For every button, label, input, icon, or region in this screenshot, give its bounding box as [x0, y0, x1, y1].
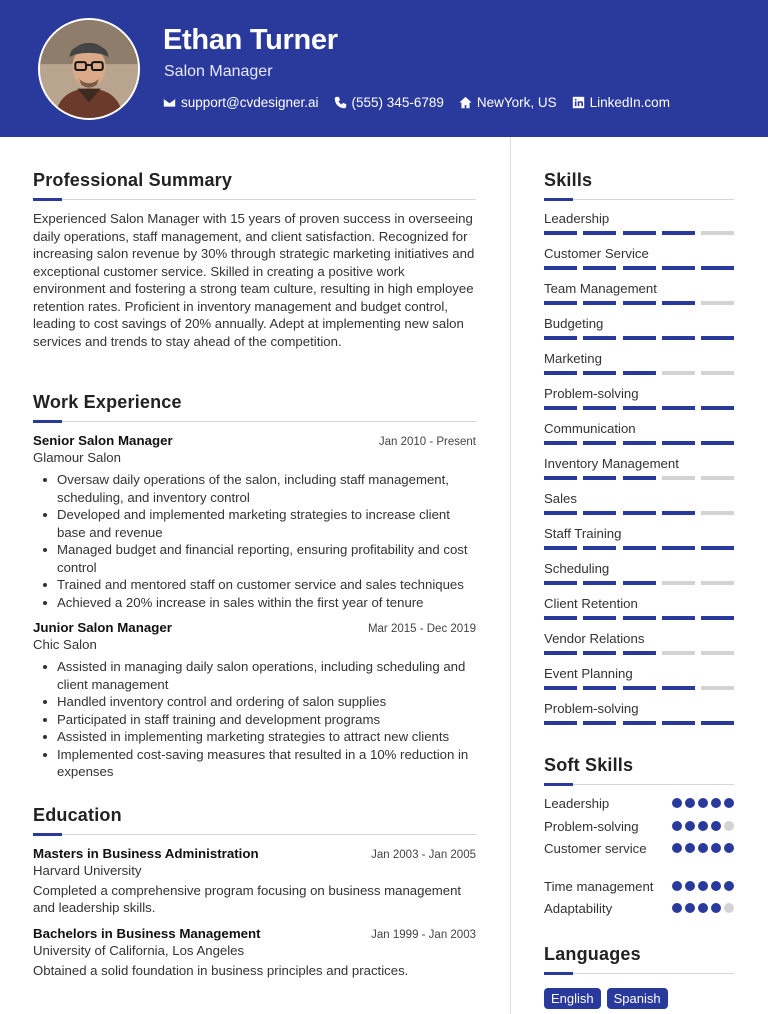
- section-divider: [544, 784, 734, 785]
- skill-item: [544, 246, 734, 270]
- skill-level-segment: [623, 651, 656, 655]
- job-company: Glamour Salon: [33, 450, 121, 465]
- skill-level-segment: [583, 476, 616, 480]
- skill-item: [544, 281, 734, 305]
- side-column: [544, 170, 734, 1009]
- job-title: Junior Salon Manager: [33, 620, 172, 635]
- soft-skill-rating: [669, 843, 734, 853]
- skill-level-segment: [701, 721, 734, 725]
- home-icon: [459, 96, 472, 109]
- skill-level-segment: [583, 371, 616, 375]
- skill-level-segment: [662, 476, 695, 480]
- section-divider: [33, 199, 476, 200]
- skill-level-segment: [544, 721, 577, 725]
- summary-title: Professional Summary: [33, 170, 233, 190]
- education-desc: Obtained a solid foundation in business principles and practices.: [33, 962, 409, 978]
- skill-item: [544, 596, 734, 620]
- skill-item: [544, 351, 734, 375]
- job-date: Jan 2010 - Present: [378, 436, 476, 448]
- job-bullets: [33, 658, 476, 781]
- languages-section: [544, 944, 734, 1009]
- skill-level-segment: [701, 581, 734, 585]
- skill-level-segment: [623, 231, 656, 235]
- rating-dot: [672, 881, 682, 891]
- skill-level-segment: [583, 336, 616, 340]
- contact-linkedin-text: LinkedIn.com: [589, 95, 670, 110]
- skill-level-segment: [662, 266, 695, 270]
- education-entry: [33, 846, 476, 917]
- skill-level-bar: [544, 441, 734, 445]
- contact-list: [163, 95, 685, 110]
- degree-title: Masters in Business Administration: [33, 845, 259, 861]
- list-item: Implemented cost-saving measures that resulted in a 10% reduction in expenses: [43, 746, 476, 781]
- skill-level-segment: [544, 581, 577, 585]
- soft-skill-item: [544, 878, 734, 896]
- skill-level-segment: [544, 301, 577, 305]
- skill-level-segment: [544, 371, 577, 375]
- skill-item: [544, 526, 734, 550]
- summary-text: Experienced Salon Manager with 15 years of proven success in overseeing daily operations, staff management, and client satisfaction. Recognized for increasing salon revenue by 30% through strategic marketing initiatives and exceptional customer service. Skilled in creating a positive work environment and fostering a strong team culture, resulting in high employee retention rates. Proficient in inventory management and budget control, leading to cost savings of 20% annually. Adept at implementing new salon services and trends to stay ahead of the competition.: [33, 211, 475, 349]
- skill-name: Problem-solving: [544, 701, 639, 716]
- phone-icon: [334, 96, 347, 109]
- skill-level-segment: [623, 301, 656, 305]
- skill-name: Budgeting: [544, 316, 604, 331]
- skill-level-segment: [662, 686, 695, 690]
- skill-level-segment: [583, 686, 616, 690]
- skill-level-segment: [583, 616, 616, 620]
- skills-section: [544, 170, 734, 725]
- skill-item: [544, 701, 734, 725]
- soft-skill-item: [544, 900, 734, 918]
- soft-skills-title: Soft Skills: [544, 755, 634, 775]
- soft-skill-item: [544, 840, 734, 858]
- skill-level-segment: [623, 406, 656, 410]
- rating-dot: [698, 798, 708, 808]
- skill-level-segment: [662, 336, 695, 340]
- skill-level-segment: [544, 511, 577, 515]
- skill-item: [544, 316, 734, 340]
- rating-dot: [724, 903, 734, 913]
- skill-level-bar: [544, 266, 734, 270]
- rating-dot: [724, 881, 734, 891]
- section-divider: [544, 199, 734, 200]
- skill-level-segment: [701, 371, 734, 375]
- skill-name: Marketing: [544, 351, 602, 366]
- skill-level-segment: [544, 406, 577, 410]
- skill-level-segment: [583, 511, 616, 515]
- rating-dot: [711, 881, 721, 891]
- skill-name: Sales: [544, 491, 577, 506]
- soft-skill-rating: [669, 798, 734, 808]
- skill-level-segment: [701, 616, 734, 620]
- soft-skill-item: [544, 818, 734, 836]
- person-photo-icon: [40, 20, 138, 118]
- soft-skills-section: [544, 755, 734, 918]
- skill-item: [544, 561, 734, 585]
- rating-dot: [698, 881, 708, 891]
- skill-name: Problem-solving: [544, 386, 639, 401]
- list-item: Oversaw daily operations of the salon, including staff management, scheduling, and inventory control: [43, 471, 476, 506]
- skill-level-segment: [583, 441, 616, 445]
- contact-location: [459, 95, 557, 110]
- contact-phone[interactable]: [334, 95, 444, 110]
- contact-location-text: NewYork, US: [476, 95, 557, 110]
- contact-email-text: support@cvdesigner.ai: [181, 95, 319, 110]
- skill-item: [544, 211, 734, 235]
- skill-name: Staff Training: [544, 526, 622, 541]
- skill-name: Scheduling: [544, 561, 610, 576]
- skill-level-bar: [544, 371, 734, 375]
- skill-level-segment: [623, 511, 656, 515]
- skill-item: [544, 631, 734, 655]
- skill-level-segment: [662, 511, 695, 515]
- rating-dot: [698, 843, 708, 853]
- skill-level-segment: [544, 651, 577, 655]
- skill-level-bar: [544, 336, 734, 340]
- skill-level-bar: [544, 511, 734, 515]
- skill-level-segment: [662, 406, 695, 410]
- list-item: Achieved a 20% increase in sales within the first year of tenure: [43, 594, 476, 612]
- skill-level-segment: [623, 616, 656, 620]
- job-title: Senior Salon Manager: [33, 433, 173, 448]
- section-divider: [33, 834, 476, 835]
- skill-level-segment: [623, 336, 656, 340]
- skill-level-bar: [544, 301, 734, 305]
- list-item: Managed budget and financial reporting, ensuring profitability and cost control: [43, 541, 476, 576]
- skill-level-segment: [544, 476, 577, 480]
- soft-skill-name: Problem-solving: [544, 818, 639, 834]
- skill-level-segment: [701, 231, 734, 235]
- profile-photo: [38, 18, 140, 120]
- skill-level-bar: [544, 721, 734, 725]
- skill-item: [544, 386, 734, 410]
- skill-level-segment: [583, 581, 616, 585]
- rating-dot: [672, 903, 682, 913]
- degree-title: Bachelors in Business Management: [33, 925, 261, 941]
- skill-name: Vendor Relations: [544, 631, 645, 646]
- skill-level-segment: [544, 546, 577, 550]
- language-badge: Spanish: [607, 988, 668, 1009]
- envelope-icon: [163, 96, 176, 109]
- education-desc: Completed a comprehensive program focusing on business management and leadership skills.: [33, 882, 462, 915]
- rating-dot: [672, 821, 682, 831]
- skill-level-segment: [623, 441, 656, 445]
- skill-level-segment: [662, 301, 695, 305]
- skill-level-segment: [701, 266, 734, 270]
- skill-level-segment: [623, 266, 656, 270]
- list-item: Developed and implemented marketing strategies to increase client base and revenue: [43, 506, 476, 541]
- skill-level-segment: [701, 476, 734, 480]
- languages-title: Languages: [544, 943, 641, 964]
- job-bullets: [33, 471, 476, 611]
- skill-level-segment: [623, 546, 656, 550]
- rating-dot: [672, 798, 682, 808]
- contact-linkedin[interactable]: [572, 95, 670, 110]
- skill-level-segment: [701, 301, 734, 305]
- rating-dot: [711, 798, 721, 808]
- skill-level-segment: [701, 686, 734, 690]
- skill-level-segment: [583, 721, 616, 725]
- rating-dot: [711, 821, 721, 831]
- skill-level-segment: [701, 546, 734, 550]
- column-divider: [510, 137, 511, 1014]
- skill-level-bar: [544, 581, 734, 585]
- resume-header: [0, 0, 768, 137]
- job-entry: [33, 620, 476, 781]
- skill-level-segment: [544, 686, 577, 690]
- skill-level-bar: [544, 546, 734, 550]
- rating-dot: [711, 903, 721, 913]
- skill-level-segment: [583, 266, 616, 270]
- rating-dot: [724, 798, 734, 808]
- experience-title: Work Experience: [33, 392, 182, 412]
- skill-name: Client Retention: [544, 596, 638, 611]
- skill-level-bar: [544, 231, 734, 235]
- soft-skill-name: Adaptability: [544, 901, 613, 916]
- candidate-name: Ethan Turner: [163, 24, 338, 56]
- skill-level-segment: [662, 651, 695, 655]
- soft-skill-item: [544, 795, 734, 813]
- skill-level-segment: [544, 231, 577, 235]
- soft-skill-name: Leadership: [544, 796, 610, 811]
- skills-list: [544, 211, 734, 725]
- skills-title: Skills: [544, 170, 593, 190]
- skill-level-segment: [662, 721, 695, 725]
- skill-level-segment: [583, 546, 616, 550]
- skill-level-segment: [623, 476, 656, 480]
- rating-dot: [685, 843, 695, 853]
- skill-level-segment: [701, 511, 734, 515]
- skill-name: Inventory Management: [544, 456, 679, 471]
- soft-skills-list: [544, 795, 734, 918]
- list-item: Handled inventory control and ordering of salon supplies: [43, 693, 476, 711]
- skill-level-segment: [662, 546, 695, 550]
- skill-level-segment: [623, 721, 656, 725]
- skill-item: [544, 666, 734, 690]
- skill-level-segment: [662, 371, 695, 375]
- skill-level-segment: [662, 581, 695, 585]
- skill-level-bar: [544, 616, 734, 620]
- education-title: Education: [33, 804, 122, 825]
- job-date: Mar 2015 - Dec 2019: [367, 623, 476, 635]
- job-entry: [33, 433, 476, 611]
- rating-dot: [698, 903, 708, 913]
- skill-level-segment: [583, 651, 616, 655]
- rating-dot: [685, 881, 695, 891]
- skill-level-segment: [701, 441, 734, 445]
- education-entry: [33, 926, 476, 980]
- skill-level-bar: [544, 686, 734, 690]
- skill-level-segment: [623, 371, 656, 375]
- skill-item: [544, 491, 734, 515]
- skill-level-segment: [623, 686, 656, 690]
- linkedin-icon: [572, 96, 585, 109]
- list-item: Participated in staff training and development programs: [43, 711, 476, 729]
- rating-dot: [685, 903, 695, 913]
- rating-dot: [685, 798, 695, 808]
- skill-level-segment: [544, 336, 577, 340]
- summary-section: [33, 170, 476, 350]
- list-item: Trained and mentored staff on customer service and sales techniques: [43, 576, 476, 594]
- candidate-role: Salon Manager: [164, 63, 273, 80]
- skill-level-segment: [701, 406, 734, 410]
- rating-dot: [724, 821, 734, 831]
- main-column: [33, 170, 476, 979]
- skill-level-segment: [544, 616, 577, 620]
- skill-level-bar: [544, 651, 734, 655]
- skill-name: Communication: [544, 421, 636, 436]
- section-divider: [33, 421, 476, 422]
- skill-item: [544, 456, 734, 480]
- skill-level-segment: [544, 441, 577, 445]
- skill-name: Customer Service: [544, 246, 649, 261]
- skill-level-segment: [583, 406, 616, 410]
- skill-level-segment: [701, 336, 734, 340]
- rating-dot: [698, 821, 708, 831]
- education-section: [33, 805, 476, 980]
- skill-level-segment: [662, 231, 695, 235]
- language-badge: English: [544, 988, 601, 1009]
- skill-name: Event Planning: [544, 666, 633, 681]
- contact-phone-text: (555) 345-6789: [351, 95, 444, 110]
- rating-dot: [724, 843, 734, 853]
- school-name: Harvard University: [33, 862, 142, 878]
- skill-level-segment: [701, 651, 734, 655]
- section-divider: [544, 973, 734, 974]
- skill-level-segment: [662, 616, 695, 620]
- skill-level-bar: [544, 476, 734, 480]
- list-item: Assisted in implementing marketing strategies to attract new clients: [43, 728, 476, 746]
- skill-level-segment: [583, 301, 616, 305]
- job-company: Chic Salon: [33, 637, 97, 652]
- skill-level-bar: [544, 406, 734, 410]
- school-name: University of California, Los Angeles: [33, 942, 245, 958]
- list-item: Assisted in managing daily salon operations, including scheduling and client management: [43, 658, 476, 693]
- education-date: Jan 1999 - Jan 2003: [371, 928, 476, 941]
- skill-item: [544, 421, 734, 445]
- rating-dot: [685, 821, 695, 831]
- skill-name: Team Management: [544, 281, 657, 296]
- education-date: Jan 2003 - Jan 2005: [371, 848, 476, 861]
- soft-skill-rating: [669, 903, 734, 913]
- soft-skill-name: Time management: [544, 878, 654, 894]
- rating-dot: [672, 843, 682, 853]
- skill-level-segment: [623, 581, 656, 585]
- skill-level-segment: [583, 231, 616, 235]
- skill-level-segment: [544, 266, 577, 270]
- contact-email[interactable]: [163, 95, 319, 110]
- languages-list: [544, 988, 734, 1009]
- soft-skill-rating: [669, 821, 734, 831]
- soft-skill-rating: [669, 881, 734, 891]
- skill-level-segment: [662, 441, 695, 445]
- soft-skill-name: Customer service: [544, 841, 647, 856]
- experience-section: [33, 392, 476, 781]
- rating-dot: [711, 843, 721, 853]
- skill-name: Leadership: [544, 211, 610, 226]
